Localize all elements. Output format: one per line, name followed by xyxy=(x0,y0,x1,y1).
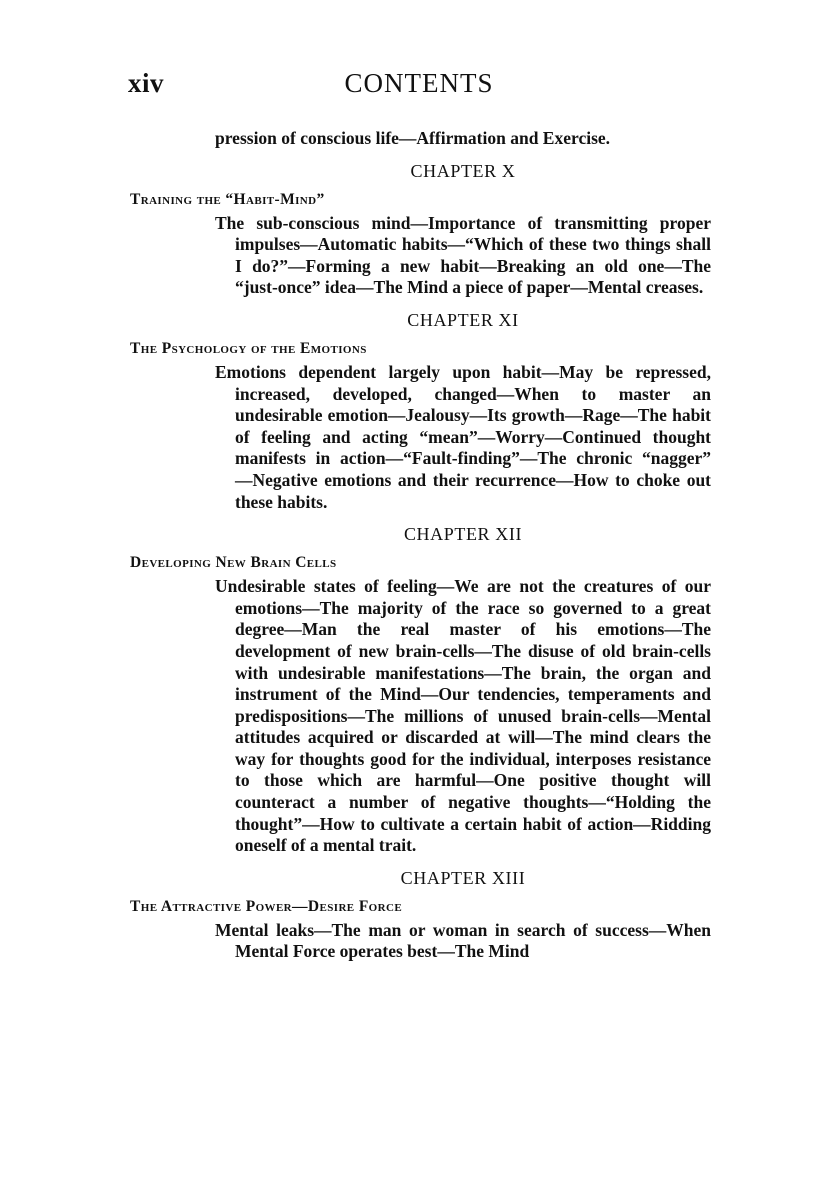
chapter-heading-xi: CHAPTER XI xyxy=(407,309,519,330)
chapter-summary-xii: Undesirable states of feeling—We are not the creatures of our emotions—The majority of the race so governed to a great degree—Man the real master of his emotions—The development of new brain-cells—The disuse of old brain-cells with undesirable manifestations—The brain, the organ and instrument of the Mind—Our tendencies, temperaments and predispositions—The millions of unused brain-cells—Mental attitudes acquired or discarded at will—The mind clears the way for thoughts good for the individual, interposes resistance to those which are harmful—One positive thought will counteract a number of negative thoughts—“Holding the thought”—How to cultivate a certain habit of action—Ridding oneself of a mental trait. xyxy=(215,576,711,856)
chapter-summary-xi: Emotions dependent largely upon habit—May be repressed, increased, developed, changed—When to master an undesirable emotion—Jealousy—Its growth—Rage—The habit of feeling and acting “mean”—Worry—Continued thought manifests in action—“Fault-finding”—The chronic “nagger” —Negative emotions and their recurrence—How to choke out these habits. xyxy=(215,361,711,512)
chapter-title-xii: Developing New Brain Cells xyxy=(130,554,337,572)
page-number: xiv xyxy=(128,68,165,98)
intro-continuation: pression of conscious life—Affirmation and Exercise. xyxy=(215,128,611,148)
chapter-title-x: Training the “Habit-Mind” xyxy=(130,190,325,208)
page-header xyxy=(128,68,710,108)
chapter-summary-x: The sub-conscious mind—Importance of transmitting proper impulses—Automatic habits—“Which of these two things shall I do?”—Forming a new habit—Breaking an old one—The “just-once” idea—The Mind a piece of paper—Mental creases. xyxy=(215,212,711,298)
running-head: CONTENTS xyxy=(344,68,494,98)
chapter-heading-xiii: CHAPTER XIII xyxy=(400,867,526,888)
chapter-title-xiii: The Attractive Power—Desire Force xyxy=(130,897,403,915)
chapter-heading-xii: CHAPTER XII xyxy=(403,524,523,545)
chapter-heading-x: CHAPTER X xyxy=(410,160,516,181)
chapter-summary-xiii: Mental leaks—The man or woman in search of success—When Mental Force operates best—The Mind xyxy=(215,919,711,962)
chapter-title-xi: The Psychology of the Emotions xyxy=(130,339,367,357)
contents-body xyxy=(0,128,840,963)
